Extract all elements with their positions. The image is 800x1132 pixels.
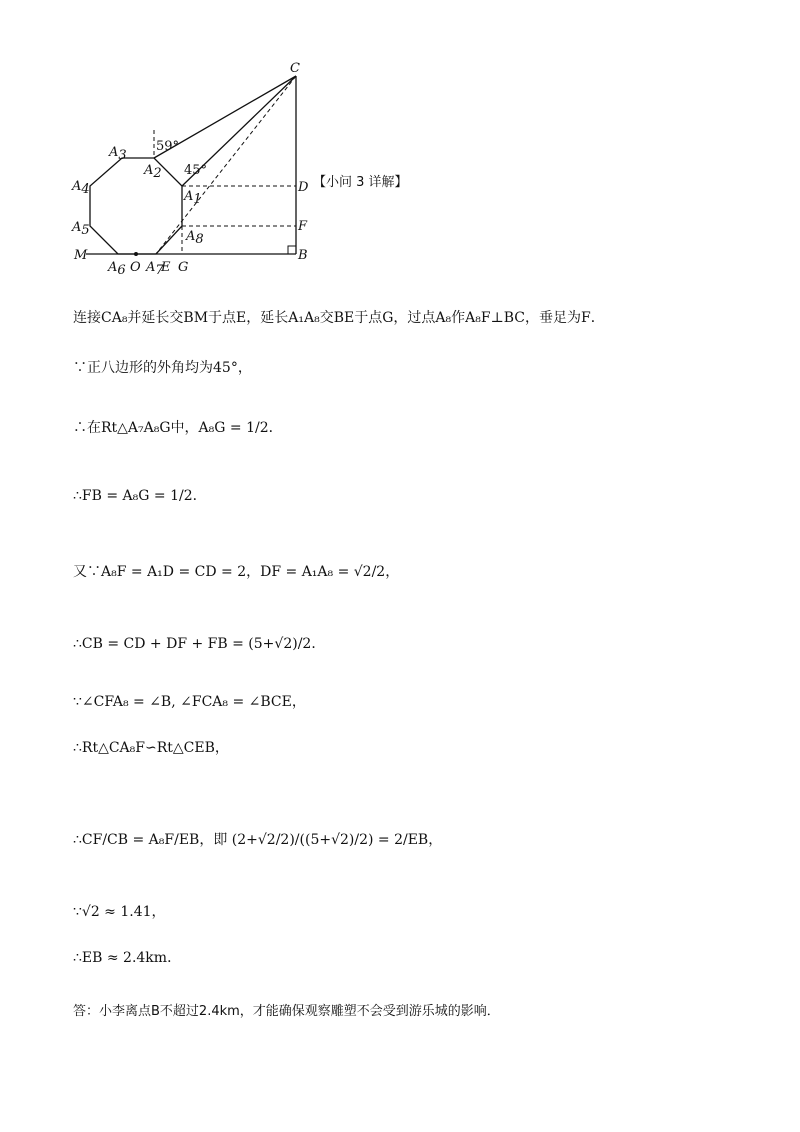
point-o	[134, 252, 138, 256]
label-o: O	[130, 260, 141, 275]
solution-line-8: ∴Rt△CA₈F∽Rt△CEB，	[73, 740, 229, 756]
geometry-figure	[60, 58, 330, 278]
solution-line-1: 连接CA₈并延长交BM于点E，延长A₁A₈交BE于点G，过点A₈作A₈F⊥BC，垂足为F．	[73, 310, 605, 326]
solution-line-7: ∵∠CFA₈ = ∠B, ∠FCA₈ = ∠BCE，	[73, 694, 306, 710]
label-f: F	[298, 219, 308, 234]
label-g: G	[178, 260, 189, 275]
label-c: C	[290, 61, 300, 76]
label-a8: A8	[186, 229, 204, 247]
label-a4: A4	[72, 179, 90, 197]
solution-line-3: ∴在Rt△A₇A₈G中，A₈G = 1/2．	[73, 420, 283, 436]
right-angle-mark	[288, 246, 296, 254]
label-a6: A6	[108, 260, 126, 278]
label-a1: A1	[184, 189, 202, 207]
section-tag: 【小问 3 详解】	[313, 175, 408, 190]
solution-line-2: ∵正八边形的外角均为45°，	[73, 360, 252, 376]
label-a2: A2	[144, 163, 162, 181]
answer-line: 答：小李离点B不超过2.4km，才能确保观察雕塑不会受到游乐城的影响．	[73, 1004, 500, 1019]
label-b: B	[298, 248, 308, 263]
label-a3: A3	[109, 145, 127, 163]
label-a5: A5	[72, 220, 90, 238]
octagon	[90, 158, 182, 254]
solution-line-4: ∴FB = A₈G = 1/2．	[73, 488, 207, 504]
solution-line-6: ∴CB = CD + DF + FB = (5+√2)/2．	[73, 636, 326, 652]
solution-line-5: 又∵A₈F = A₁D = CD = 2，DF = A₁A₈ = √2/2，	[73, 564, 400, 580]
label-a7: A7	[146, 260, 164, 278]
solution-line-10: ∵√2 ≈ 1.41，	[73, 904, 166, 920]
label-e: E	[161, 260, 171, 275]
solution-line-11: ∴EB ≈ 2.4km．	[73, 950, 182, 966]
label-angle-45: 45°	[184, 163, 208, 178]
label-d: D	[298, 180, 309, 195]
label-m: M	[74, 248, 88, 263]
line-c-e	[156, 76, 296, 254]
solution-line-9: ∴CF/CB = A₈F/EB，即 (2+√2/2)/((5+√2)/2) = 2/EB，	[73, 832, 443, 848]
label-angle-59: 59°	[156, 139, 180, 154]
